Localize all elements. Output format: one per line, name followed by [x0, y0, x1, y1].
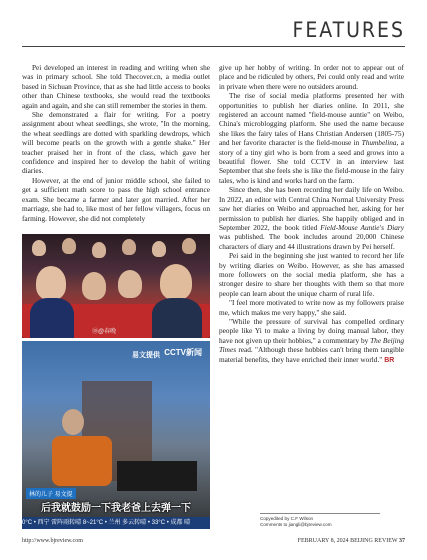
paragraph: However, at the end of junior middle school, she failed to get a sufficient math score to pass the high school entrance exam. She became a farmer and later got married. After her marriage, she had to, like most of her fellow villagers, focus on farming. However, she did not completely — [22, 175, 210, 223]
weather-ticker: 0°C • 西宁 雷阵雨转晴 8~21°C • 兰州 多云转晴 • 33°C • 成都 晴 — [22, 517, 210, 529]
footer-issue — [298, 538, 405, 544]
italic-title: Thumbelina — [361, 138, 397, 148]
copyedit-credit: Copyedited by C.F Wilson — [260, 516, 314, 521]
paragraph-text: Pei said in the beginning she just wanted to record her life by writing diaries on Weibo. However, as she has amassed more followers on the social media platform, she has a stronger desire to share her thoughts with them so that more people can learn about the unique charm of rural life. — [219, 251, 404, 298]
paragraph — [219, 185, 404, 251]
paragraph: Pei developed an interest in reading and writing when she was in primary school. She told Thecover.cn, a media outlet based in Sichuan Province, that as she had little access to books other than Chinese textbooks, she would read the textbooks again and again, and she can still remember the stories in them. — [22, 63, 210, 110]
header-rule — [22, 46, 405, 47]
paragraph-text: The rise of social media platforms presented her with opportunities to publish her diaries online. In 2011, she registered an account named "field-mouse auntie" on Weibo, China's microblogging platform. She used the name because she likes the fairy tales of Hans Christian Andersen (1805-75) and her favorite character is the field-mouse in — [219, 91, 404, 148]
name-tag: 林的儿子 易文提 — [26, 488, 76, 499]
end-mark: BR — [382, 356, 395, 364]
paragraph-text: give up her hobby of writing. In order not to appear out of place and be ridiculed by others, Pei could only read and write in private when there were no outsiders around. — [219, 63, 404, 91]
section-title: FEATURES — [292, 18, 405, 42]
credit-block — [260, 516, 332, 528]
page-header — [0, 0, 427, 52]
italic-title: Field-Mouse Auntie's Diary — [320, 222, 404, 232]
paragraph-text: , a story of a tiny girl who is born from a seed and grows into a beautiful flower. She told CCTV in an interview last September that she feels she is like the field-mouse in the fairy tales, who is kind and works hard on the farm. — [219, 138, 404, 185]
photo-caption: ⑩@春晚 — [92, 329, 117, 335]
audience-photo — [22, 234, 210, 338]
left-column — [22, 63, 210, 223]
right-column — [219, 63, 404, 365]
paragraph-text: "I feel more motivated to write now as my followers praise me, which makes me very happy," she said. — [219, 298, 404, 317]
paragraph: She demonstrated a flair for writing. For a poetry assignment about wheat seedlings, she wrote, "In the morning, the wheat seedlings are dotted with sparkling dewdrops, which will become pearls on the growth with a gentle shake." Her teacher praised her in front of the class, which gave her confidence and inspired her to develop the habit of writing diaries. — [22, 110, 210, 176]
paragraph — [219, 317, 404, 365]
video-still-photo — [22, 341, 210, 529]
paragraph — [219, 91, 404, 185]
italic-title: The Beijing Times — [219, 335, 404, 355]
paragraph — [219, 251, 404, 298]
video-subtitle: 后我就鼓励一下我老爸上去弹一下 — [41, 503, 191, 514]
overlay-label: 易文提供 — [132, 352, 160, 359]
page-number: 37 — [399, 538, 405, 544]
paragraph-text: Since then, she has been recording her daily life on Weibo. In 2022, an editor with Central China Normal University Press saw her diaries on Weibo and approached her, asking for her permission to publish her diaries. She happily obliged and in September 2022, the book titled — [219, 185, 404, 232]
paragraph-text: "While the pressure of survival has compelled ordinary people like Yi to make a living by doing manual labor, they have not given up their hobbies," a commentary by — [219, 316, 404, 345]
comments-email: Comments to jiangli@bjreview.com — [260, 522, 332, 527]
paragraph — [219, 63, 404, 91]
cctv-logo: CCTV新闻 — [164, 348, 202, 357]
paragraph — [219, 298, 404, 317]
footer-url[interactable]: http://www.bjreview.com — [22, 538, 83, 544]
paragraph-text: was published. The book includes around 20,000 Chinese characters of diary and 44 illustrations drawn by Pei herself. — [219, 232, 404, 251]
paragraph-text: read. "Although these hobbies can't bring them tangible material benefits, they have enriched their inner world." — [219, 345, 404, 364]
issue-label: FEBRUARY 8, 2024 BEIJING REVIEW — [297, 538, 398, 544]
credit-rule — [260, 513, 380, 514]
